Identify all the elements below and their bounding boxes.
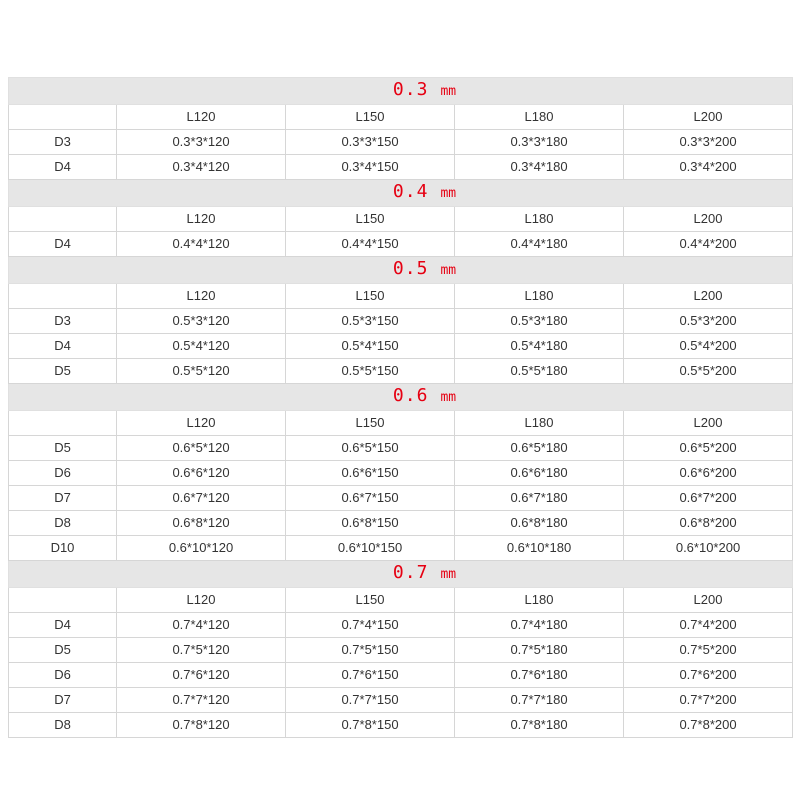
table-row xyxy=(9,511,793,536)
spec-cell: 0.3*3*150 xyxy=(286,130,455,155)
length-header-row xyxy=(9,411,793,436)
length-header-cell: L180 xyxy=(455,207,624,232)
spec-cell: 0.3*4*200 xyxy=(624,155,793,180)
spec-cell: 0.6*5*180 xyxy=(455,436,624,461)
corner-cell xyxy=(9,105,117,130)
spec-cell: 0.6*7*200 xyxy=(624,486,793,511)
spec-cell: 0.7*8*150 xyxy=(286,713,455,738)
length-header-cell: L180 xyxy=(455,411,624,436)
spec-cell: 0.7*6*150 xyxy=(286,663,455,688)
spec-cell: 0.5*3*120 xyxy=(117,309,286,334)
thickness-header-cell xyxy=(9,384,793,411)
length-header-cell: L150 xyxy=(286,284,455,309)
table-row xyxy=(9,713,793,738)
spec-cell: 0.6*5*120 xyxy=(117,436,286,461)
corner-cell xyxy=(9,207,117,232)
thickness-header-row xyxy=(9,180,793,207)
length-header-cell: L200 xyxy=(624,207,793,232)
spec-cell: 0.7*5*150 xyxy=(286,638,455,663)
thickness-title xyxy=(393,180,456,206)
spec-cell: 0.7*6*200 xyxy=(624,663,793,688)
spec-cell: 0.7*6*120 xyxy=(117,663,286,688)
spec-cell: 0.6*8*200 xyxy=(624,511,793,536)
spec-cell: 0.6*8*180 xyxy=(455,511,624,536)
spec-cell: 0.7*8*200 xyxy=(624,713,793,738)
thickness-value: 0.6 xyxy=(392,385,429,406)
spec-cell: 0.3*4*150 xyxy=(286,155,455,180)
length-header-cell: L200 xyxy=(624,411,793,436)
spec-cell: 0.5*4*150 xyxy=(286,334,455,359)
spec-cell: 0.3*4*180 xyxy=(455,155,624,180)
spec-cell: 0.5*5*180 xyxy=(455,359,624,384)
spec-cell: 0.3*3*200 xyxy=(624,130,793,155)
diameter-cell: D5 xyxy=(9,436,117,461)
thickness-unit: mm xyxy=(440,84,457,99)
diameter-cell: D5 xyxy=(9,638,117,663)
length-header-cell: L200 xyxy=(624,588,793,613)
table-row xyxy=(9,663,793,688)
diameter-cell: D7 xyxy=(9,688,117,713)
corner-cell xyxy=(9,411,117,436)
length-header-row xyxy=(9,284,793,309)
thickness-title xyxy=(393,257,456,283)
diameter-cell: D4 xyxy=(9,334,117,359)
spec-cell: 0.5*5*150 xyxy=(286,359,455,384)
thickness-header-row xyxy=(9,257,793,284)
table-row xyxy=(9,536,793,561)
table-row xyxy=(9,613,793,638)
diameter-cell: D6 xyxy=(9,663,117,688)
table-row xyxy=(9,309,793,334)
thickness-header-row xyxy=(9,78,793,105)
table-row xyxy=(9,130,793,155)
length-header-cell: L150 xyxy=(286,411,455,436)
length-header-cell: L180 xyxy=(455,588,624,613)
spec-cell: 0.7*7*180 xyxy=(455,688,624,713)
spec-cell: 0.6*7*150 xyxy=(286,486,455,511)
length-header-row xyxy=(9,207,793,232)
length-header-row xyxy=(9,588,793,613)
spec-cell: 0.7*6*180 xyxy=(455,663,624,688)
spec-cell: 0.4*4*200 xyxy=(624,232,793,257)
thickness-title xyxy=(393,78,456,104)
thickness-value: 0.7 xyxy=(392,562,429,583)
thickness-header-row xyxy=(9,561,793,588)
length-header-cell: L120 xyxy=(117,207,286,232)
length-header-cell: L120 xyxy=(117,588,286,613)
thickness-header-cell xyxy=(9,257,793,284)
spec-cell: 0.6*10*180 xyxy=(455,536,624,561)
thickness-header-cell xyxy=(9,180,793,207)
thickness-value: 0.5 xyxy=(392,258,429,279)
spec-cell: 0.3*3*120 xyxy=(117,130,286,155)
spec-cell: 0.6*8*150 xyxy=(286,511,455,536)
spec-cell: 0.7*7*150 xyxy=(286,688,455,713)
spec-cell: 0.6*5*150 xyxy=(286,436,455,461)
thickness-unit: mm xyxy=(440,263,457,278)
thickness-header-cell xyxy=(9,78,793,105)
diameter-cell: D3 xyxy=(9,309,117,334)
length-header-row xyxy=(9,105,793,130)
spec-cell: 0.6*6*180 xyxy=(455,461,624,486)
spec-cell: 0.7*4*120 xyxy=(117,613,286,638)
thickness-unit: mm xyxy=(440,186,457,201)
length-header-cell: L120 xyxy=(117,284,286,309)
spec-cell: 0.4*4*180 xyxy=(455,232,624,257)
diameter-cell: D8 xyxy=(9,713,117,738)
spec-cell: 0.6*10*150 xyxy=(286,536,455,561)
spec-cell: 0.6*10*200 xyxy=(624,536,793,561)
spec-cell: 0.6*7*180 xyxy=(455,486,624,511)
thickness-title xyxy=(393,561,456,587)
diameter-cell: D4 xyxy=(9,155,117,180)
diameter-cell: D8 xyxy=(9,511,117,536)
diameter-cell: D6 xyxy=(9,461,117,486)
thickness-header-row xyxy=(9,384,793,411)
spec-cell: 0.5*4*120 xyxy=(117,334,286,359)
thickness-unit: mm xyxy=(440,567,457,582)
length-header-cell: L200 xyxy=(624,284,793,309)
spec-cell: 0.7*8*180 xyxy=(455,713,624,738)
thickness-value: 0.3 xyxy=(392,79,429,100)
spec-cell: 0.5*4*180 xyxy=(455,334,624,359)
spec-cell: 0.7*4*200 xyxy=(624,613,793,638)
spec-cell: 0.7*4*180 xyxy=(455,613,624,638)
diameter-cell: D3 xyxy=(9,130,117,155)
spec-cell: 0.7*4*150 xyxy=(286,613,455,638)
spec-cell: 0.7*8*120 xyxy=(117,713,286,738)
spec-cell: 0.6*6*200 xyxy=(624,461,793,486)
spec-cell: 0.6*5*200 xyxy=(624,436,793,461)
diameter-cell: D5 xyxy=(9,359,117,384)
thickness-title xyxy=(393,384,456,410)
length-header-cell: L200 xyxy=(624,105,793,130)
spec-cell: 0.5*5*120 xyxy=(117,359,286,384)
spec-cell: 0.6*8*120 xyxy=(117,511,286,536)
table-row xyxy=(9,436,793,461)
spec-cell: 0.3*3*180 xyxy=(455,130,624,155)
spec-cell: 0.5*3*200 xyxy=(624,309,793,334)
spec-cell: 0.5*5*200 xyxy=(624,359,793,384)
spec-cell: 0.4*4*150 xyxy=(286,232,455,257)
thickness-value: 0.4 xyxy=(392,181,429,202)
spec-cell: 0.3*4*120 xyxy=(117,155,286,180)
spec-table xyxy=(8,77,793,738)
spec-cell: 0.7*5*120 xyxy=(117,638,286,663)
table-row xyxy=(9,359,793,384)
spec-cell: 0.5*4*200 xyxy=(624,334,793,359)
length-header-cell: L150 xyxy=(286,588,455,613)
thickness-unit: mm xyxy=(440,390,457,405)
spec-cell: 0.5*3*180 xyxy=(455,309,624,334)
table-row xyxy=(9,486,793,511)
spec-cell: 0.6*7*120 xyxy=(117,486,286,511)
diameter-cell: D4 xyxy=(9,613,117,638)
spec-cell: 0.6*6*120 xyxy=(117,461,286,486)
corner-cell xyxy=(9,588,117,613)
length-header-cell: L180 xyxy=(455,105,624,130)
table-row xyxy=(9,155,793,180)
table-row xyxy=(9,461,793,486)
thickness-header-cell xyxy=(9,561,793,588)
spec-cell: 0.6*6*150 xyxy=(286,461,455,486)
spec-cell: 0.4*4*120 xyxy=(117,232,286,257)
spec-table-body xyxy=(9,78,793,738)
length-header-cell: L180 xyxy=(455,284,624,309)
spec-cell: 0.7*7*120 xyxy=(117,688,286,713)
length-header-cell: L120 xyxy=(117,105,286,130)
diameter-cell: D4 xyxy=(9,232,117,257)
table-row xyxy=(9,688,793,713)
spec-cell: 0.6*10*120 xyxy=(117,536,286,561)
spec-cell: 0.5*3*150 xyxy=(286,309,455,334)
spec-cell: 0.7*7*200 xyxy=(624,688,793,713)
length-header-cell: L120 xyxy=(117,411,286,436)
table-row xyxy=(9,638,793,663)
diameter-cell: D7 xyxy=(9,486,117,511)
diameter-cell: D10 xyxy=(9,536,117,561)
spec-cell: 0.7*5*180 xyxy=(455,638,624,663)
spec-cell: 0.7*5*200 xyxy=(624,638,793,663)
length-header-cell: L150 xyxy=(286,207,455,232)
corner-cell xyxy=(9,284,117,309)
table-row xyxy=(9,232,793,257)
length-header-cell: L150 xyxy=(286,105,455,130)
table-row xyxy=(9,334,793,359)
